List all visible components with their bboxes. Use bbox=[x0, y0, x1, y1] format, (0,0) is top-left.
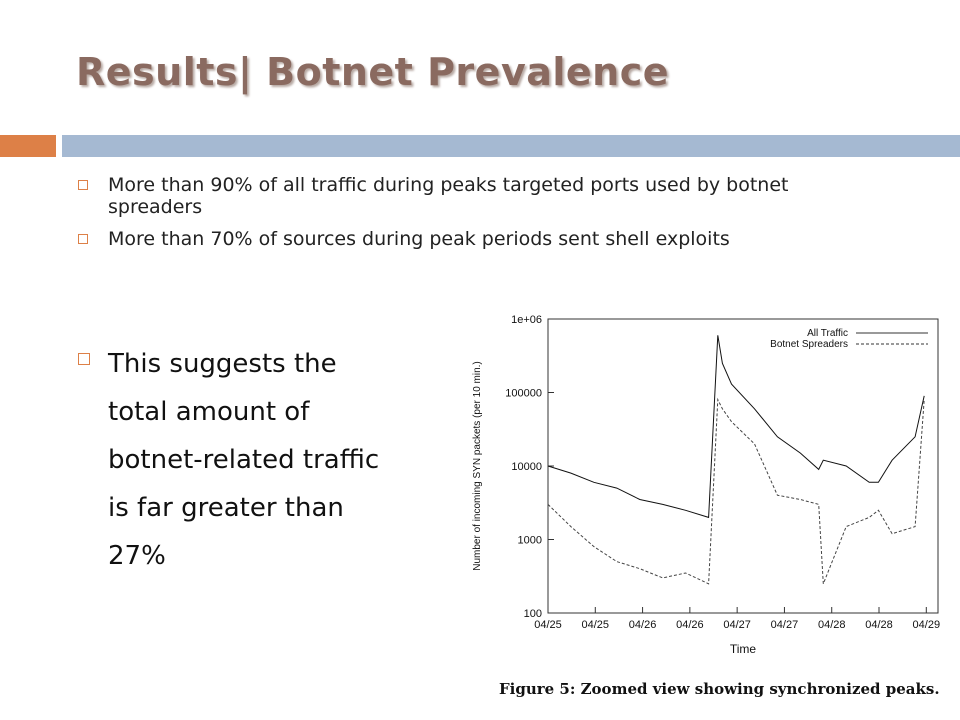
bullet-square-icon bbox=[78, 353, 90, 365]
main-point-line: is far greater than bbox=[108, 493, 344, 523]
series-line bbox=[548, 335, 924, 517]
x-tick-label: 04/27 bbox=[723, 619, 751, 631]
series-line bbox=[548, 400, 924, 584]
bullet-text: More than 90% of all traffic during peaks targeted ports used by botnet spreaders bbox=[108, 174, 789, 218]
legend-label: Botnet Spreaders bbox=[770, 339, 848, 350]
bullet-square-icon bbox=[78, 180, 88, 190]
y-tick-label: 100000 bbox=[505, 387, 542, 400]
slide-title: Results| Botnet Prevalence bbox=[76, 50, 670, 94]
main-point-item bbox=[76, 340, 446, 580]
x-tick-label: 04/25 bbox=[581, 619, 610, 631]
x-tick-label: 04/28 bbox=[865, 619, 893, 631]
accent-bar-blue bbox=[62, 135, 960, 157]
main-point bbox=[76, 340, 446, 580]
main-point-line: 27% bbox=[108, 541, 166, 571]
main-point-line: botnet-related traffic bbox=[108, 445, 380, 475]
y-axis-label: Number of incoming SYN packets (per 10 min.) bbox=[472, 361, 483, 571]
x-tick-label: 04/25 bbox=[534, 619, 562, 631]
x-tick-label: 04/26 bbox=[676, 619, 704, 631]
bullet-square-icon bbox=[78, 234, 88, 244]
syn-packets-chart bbox=[462, 303, 952, 663]
x-tick-label: 04/27 bbox=[770, 619, 799, 631]
y-tick-label: 1e+06 bbox=[511, 314, 542, 326]
x-tick-label: 04/29 bbox=[912, 619, 941, 631]
bullet-text: More than 70% of sources during peak periods sent shell exploits bbox=[108, 228, 730, 250]
bullet-item bbox=[76, 174, 876, 218]
x-tick-label: 04/26 bbox=[628, 619, 657, 631]
bullet-item bbox=[76, 228, 876, 250]
figure-caption: Figure 5: Zoomed view showing synchronized peaks. bbox=[499, 680, 940, 698]
main-point-line: total amount of bbox=[108, 397, 310, 427]
plot-frame bbox=[548, 319, 938, 613]
y-tick-label: 10000 bbox=[511, 461, 542, 473]
x-tick-label: 04/28 bbox=[817, 619, 846, 631]
bullet-list bbox=[76, 174, 876, 260]
legend-label: All Traffic bbox=[807, 328, 848, 339]
main-point-line: This suggests the bbox=[108, 349, 337, 379]
y-tick-label: 1000 bbox=[517, 534, 542, 547]
accent-bar-orange bbox=[0, 135, 56, 157]
y-tick-label: 100 bbox=[523, 608, 542, 620]
x-axis-label: Time bbox=[729, 642, 757, 656]
